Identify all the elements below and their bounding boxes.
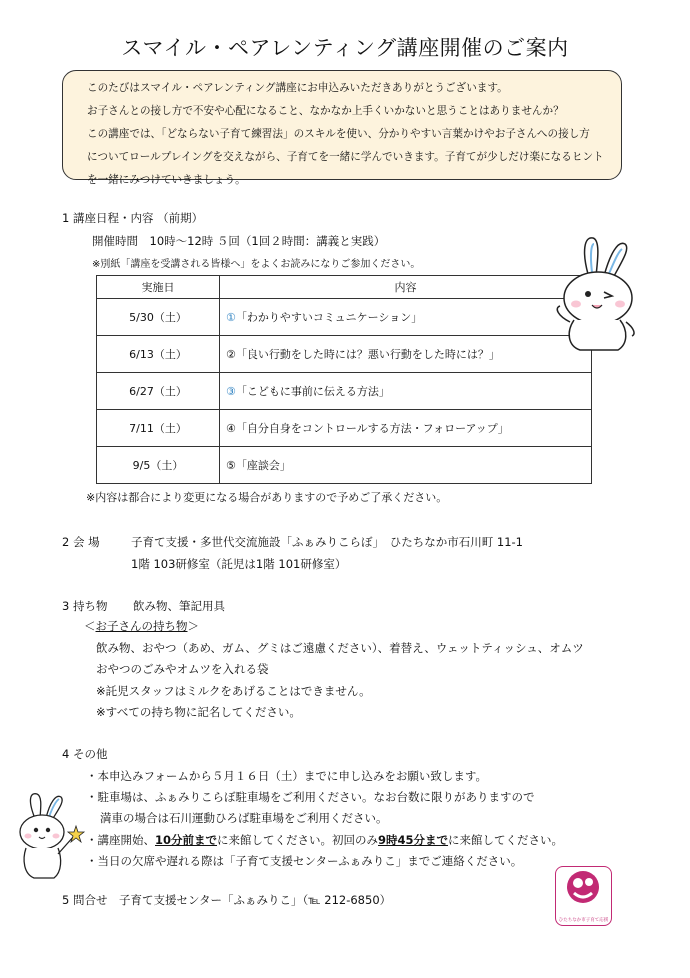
bracket-open: ＜ bbox=[84, 619, 96, 633]
emphasis-time: 10分前まで bbox=[155, 833, 218, 847]
row-number: ⑤ bbox=[226, 459, 236, 472]
table-row bbox=[97, 373, 592, 410]
child-item-line: ※託児スタッフはミルクをあげることはできません。 bbox=[96, 684, 371, 698]
section3-label: 3 持ち物 bbox=[62, 599, 108, 613]
intro-line: この講座では、「どならない子育て練習法」のスキルを使い、分かりやすい言葉かけやお子さんへの接し方 bbox=[87, 128, 590, 140]
row-content bbox=[220, 299, 592, 336]
row-text: 「良い行動をした時には？悪い行動をした時には？」 bbox=[235, 348, 500, 361]
row-text: 「座談会」 bbox=[235, 459, 291, 472]
child-items-heading bbox=[84, 618, 199, 634]
intro-box bbox=[62, 70, 622, 186]
section1-note: ※別紙「講座を受講される皆様へ」をよくお読みになりご参加ください。 bbox=[92, 259, 421, 270]
rabbit-mascot-icon bbox=[548, 232, 640, 354]
intro-line: についてロールプレイングを交えながら、子育てを一緒に学んでいきます。子育てが少しだけ楽になるヒント bbox=[87, 151, 604, 163]
contact-line: 5 問合せ 子育て支援センター「ふぁみりこ」（℡ 212-6850） bbox=[62, 893, 392, 907]
row-content bbox=[220, 373, 592, 410]
row-content bbox=[220, 410, 592, 447]
row-number: ② bbox=[226, 348, 236, 361]
row-number: ① bbox=[226, 311, 236, 324]
section4-line: ・当日の欠席や遅れる際は「子育て支援センターふぁみりこ」までご連絡ください。 bbox=[86, 854, 523, 868]
child-item-line: 飲み物、おやつ（あめ、ガム、グミはご遠慮ください）、着替え、ウェットティッシュ、オムツ bbox=[96, 641, 584, 655]
section3-value: 飲み物、筆記用具 bbox=[133, 599, 225, 613]
row-date: 6/27（土） bbox=[97, 373, 220, 410]
city-logo bbox=[555, 866, 612, 926]
section1-heading: 1 講座日程・内容 （前期） bbox=[62, 211, 204, 225]
text-part: ・講座開始、 bbox=[86, 833, 155, 847]
row-text: 「自分自身をコントロールする方法・フォローアップ」 bbox=[235, 422, 509, 435]
table-row bbox=[97, 447, 592, 484]
section4-line: ・駐車場は、ふぁみりこらぼ駐車場をご利用ください。なお台数に限りがありますので bbox=[86, 790, 535, 804]
row-date: 7/11（土） bbox=[97, 410, 220, 447]
row-content bbox=[220, 447, 592, 484]
row-text: 「わかりやすいコミュニケーション」 bbox=[235, 311, 423, 324]
intro-line: このたびはスマイル・ペアレンティング講座にお申込みいただきありがとうございます。 bbox=[87, 82, 508, 94]
section4-line bbox=[86, 832, 563, 848]
section2-label: 2 会 場 bbox=[62, 535, 100, 549]
table-row bbox=[97, 410, 592, 447]
rabbit-wand-icon bbox=[10, 790, 88, 882]
section4-line: ・本申込みフォームから５月１６日（土）までに申し込みをお願い致します。 bbox=[86, 769, 488, 783]
child-item-line: おやつのごみやオムツを入れる袋 bbox=[96, 662, 269, 676]
bracket-close: ＞ bbox=[187, 619, 199, 633]
child-item-line: ※すべての持ち物に記名してください。 bbox=[96, 705, 301, 719]
text-part: に来館してください。 bbox=[448, 833, 564, 847]
table-row bbox=[97, 299, 592, 336]
header-date: 実施日 bbox=[97, 276, 220, 299]
table-header-row bbox=[97, 276, 592, 299]
table-row bbox=[97, 336, 592, 373]
row-text: 「こどもに事前に伝える方法」 bbox=[235, 385, 390, 398]
section2-line2: 1階 103研修室（託児は1階 101研修室） bbox=[131, 557, 347, 571]
logo-mark-icon bbox=[556, 867, 610, 913]
page-title: スマイル・ペアレンティング講座開催のご案内 bbox=[121, 36, 569, 60]
section1-footnote: ※内容は都合により変更になる場合がありますので予めご了承ください。 bbox=[86, 491, 448, 504]
header-content: 内容 bbox=[220, 276, 592, 299]
intro-line: を一緒にみつけていきましょう。 bbox=[87, 174, 246, 186]
child-items-heading-text: お子さんの持ち物 bbox=[95, 619, 188, 633]
section2-line1: 子育て支援・多世代交流施設「ふぁみりこらぼ」 ひたちなか市石川町 11-1 bbox=[131, 535, 524, 549]
row-date: 5/30（土） bbox=[97, 299, 220, 336]
section4-line: 満車の場合は石川運動ひろば駐車場をご利用ください。 bbox=[100, 811, 388, 825]
intro-line: お子さんとの接し方で不安や心配になること、なかなか上手くいかないと思うことはありませんか？ bbox=[87, 105, 564, 117]
row-date: 9/5（土） bbox=[97, 447, 220, 484]
schedule-table bbox=[96, 275, 592, 484]
row-date: 6/13（土） bbox=[97, 336, 220, 373]
section4-heading: 4 その他 bbox=[62, 747, 108, 761]
logo-caption: ひたちなか市子育て応援 bbox=[558, 918, 609, 923]
emphasis-time: 9時45分まで bbox=[378, 833, 449, 847]
text-part: に来館してください。初回のみ bbox=[217, 833, 379, 847]
row-number: ③ bbox=[226, 385, 236, 398]
row-number: ④ bbox=[226, 422, 236, 435]
section1-time: 開催時間 10時～12時 ５回（1回２時間：講義と実践） bbox=[92, 234, 386, 248]
row-content bbox=[220, 336, 592, 373]
